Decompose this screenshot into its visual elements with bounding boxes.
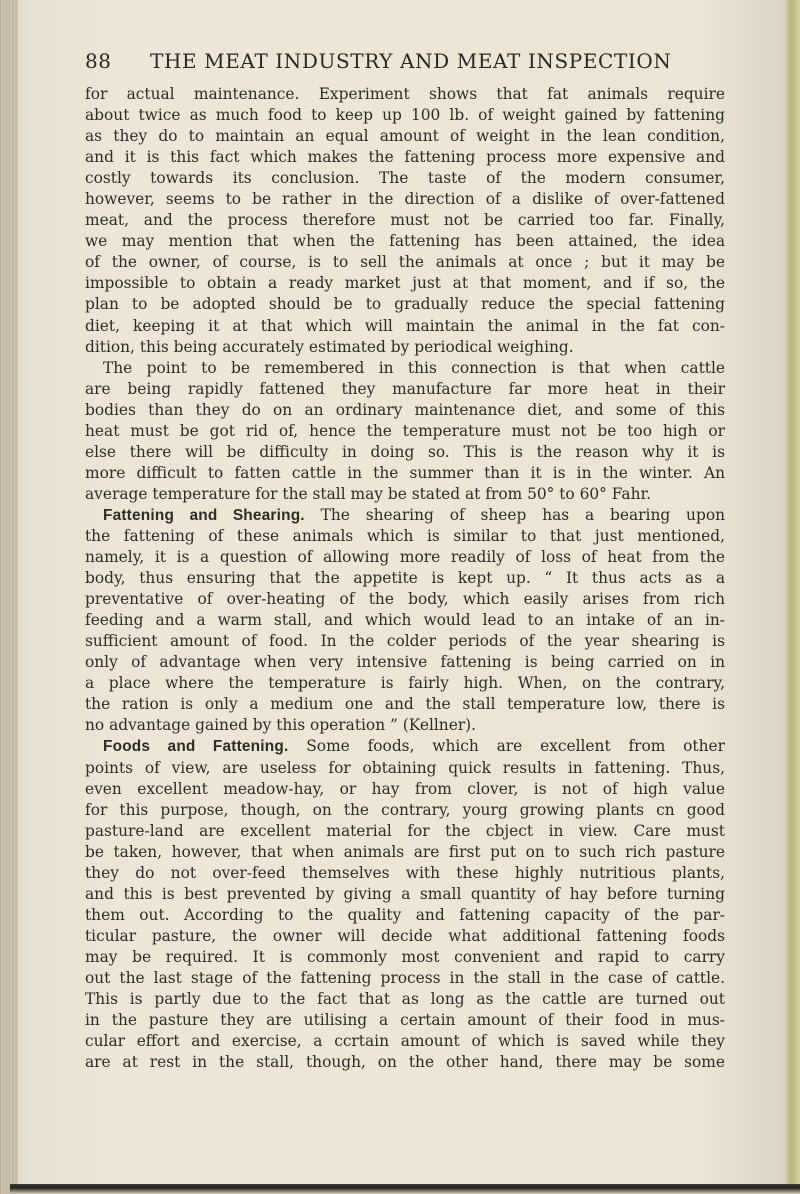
- text-line: [85, 736, 725, 757]
- text-line: [85, 358, 725, 379]
- text-line: [85, 694, 725, 715]
- line-text: The point to be remembered in this connection is that when cattle: [103, 358, 725, 377]
- line-text: a place where the temperature is fairly high. When, on the contrary,: [85, 674, 725, 693]
- text-line: [85, 252, 725, 273]
- line-text: points of view, are useless for obtaining quick results in fattening. Thus,: [85, 758, 725, 777]
- line-text: out the last stage of the fattening process in the stall in the case of cattle.: [85, 968, 725, 987]
- paragraph-heading: Foods and Fattening.: [103, 738, 289, 756]
- text-line: [85, 821, 725, 842]
- text-line: [85, 484, 725, 505]
- line-text: they do not over-feed themselves with these highly nutritious plants,: [85, 863, 725, 882]
- line-text: even excellent meadow-hay, or hay from clover, is not of high value: [85, 779, 725, 798]
- line-text: bodies than they do on an ordinary maintenance diet, and some of this: [85, 400, 725, 419]
- body-text: [85, 84, 725, 1073]
- text-line: [85, 126, 725, 147]
- text-line: [85, 989, 725, 1010]
- paragraph-heading: Fattening and Shearing.: [103, 506, 305, 524]
- line-text: ticular pasture, the owner will decide what additional fattening foods: [85, 926, 725, 945]
- line-text: else there will be difficulty in doing so. This is the reason why it is: [85, 442, 725, 461]
- line-text: preventative of over-heating of the body, which easily arises from rich: [85, 590, 725, 609]
- line-text: about twice as much food to keep up 100 lb. of weight gained by fattening: [85, 106, 725, 125]
- text-line: [85, 715, 725, 736]
- line-text: are at rest in the stall, though, on the other hand, there may be some: [85, 1053, 725, 1072]
- page-edge: [786, 0, 800, 1194]
- line-text: heat must be got rid of, hence the temperature must not be too high or: [85, 421, 725, 440]
- text-line: [85, 105, 725, 126]
- line-text: be taken, however, that when animals are first put on to such rich pasture: [85, 842, 725, 861]
- line-text: them out. According to the quality and fattening capacity of the par-: [85, 905, 725, 924]
- line-text: feeding and a warm stall, and which would lead to an intake of an in-: [85, 611, 725, 630]
- text-line: [85, 779, 725, 800]
- text-line: [85, 884, 725, 905]
- text-line: [85, 547, 725, 568]
- text-line: [85, 337, 725, 358]
- text-line: [85, 800, 725, 821]
- text-line: [85, 1052, 725, 1073]
- line-text: The shearing of sheep has a bearing upon: [304, 505, 725, 524]
- line-text: may be required. It is commonly most convenient and rapid to carry: [85, 947, 725, 966]
- text-line: [85, 421, 725, 442]
- line-text: of the owner, of course, is to sell the animals at once ; but it may be: [85, 253, 725, 272]
- line-text: sufficient amount of food. In the colder periods of the year shearing is: [85, 632, 725, 651]
- text-line: [85, 168, 725, 189]
- line-text: we may mention that when the fattening has been attained, the idea: [85, 232, 725, 251]
- text-line: [85, 947, 725, 968]
- text-line: [85, 652, 725, 673]
- text-line: [85, 568, 725, 589]
- text-line: [85, 463, 725, 484]
- line-text: cular effort and exercise, a ccrtain amount of which is saved while they: [85, 1032, 725, 1051]
- page-number: 88: [85, 49, 112, 73]
- text-line: [85, 316, 725, 337]
- text-line: [85, 842, 725, 863]
- line-text: average temperature for the stall may be stated at from 50° to 60° Fahr.: [85, 484, 652, 503]
- line-text: no advantage gained by this operation ” (Kellner).: [85, 716, 477, 735]
- line-text: This is partly due to the fact that as long as the cattle are turned out: [85, 990, 725, 1009]
- text-line: [85, 505, 725, 526]
- line-text: meat, and the process therefore must not be carried too far. Finally,: [85, 211, 725, 230]
- line-text: for this purpose, though, on the contrary, yourg growing plants cn good: [85, 800, 725, 819]
- text-line: [85, 968, 725, 989]
- text-line: [85, 273, 725, 294]
- line-text: for actual maintenance. Experiment shows that fat animals require: [85, 85, 725, 103]
- line-text: as they do to maintain an equal amount of weight in the lean condition,: [85, 127, 725, 146]
- line-text: impossible to obtain a ready market just at that moment, and if so, the: [85, 274, 725, 293]
- line-text: however, seems to be rather in the direction of a dislike of over-fattened: [85, 190, 725, 209]
- bottom-edge-rule: [10, 1184, 800, 1194]
- line-text: are being rapidly fattened they manufacture far more heat in their: [85, 379, 725, 398]
- binding-gutter: [0, 0, 18, 1194]
- line-text: diet, keeping it at that which will maintain the animal in the fat con-: [85, 316, 725, 335]
- text-line: [85, 526, 725, 547]
- text-line: [85, 210, 725, 231]
- line-text: Some foods, which are excellent from other: [288, 737, 725, 756]
- text-line: [85, 231, 725, 252]
- text-line: [85, 189, 725, 210]
- running-title: THE MEAT INDUSTRY AND MEAT INSPECTION: [150, 49, 672, 73]
- text-line: [85, 863, 725, 884]
- line-text: in the pasture they are utilising a certain amount of their food in mus-: [85, 1011, 725, 1030]
- line-text: and it is this fact which makes the fattening process more expensive and: [85, 148, 725, 167]
- text-line: [85, 294, 725, 315]
- text-line: [85, 379, 725, 400]
- line-text: pasture-land are excellent material for the cbject in view. Care must: [85, 821, 725, 840]
- line-text: more difficult to fatten cattle in the summer than it is in the winter. An: [85, 463, 725, 482]
- text-line: [85, 1031, 725, 1052]
- line-text: dition, this being accurately estimated by periodical weighing.: [85, 337, 574, 356]
- line-text: and this is best prevented by giving a small quantity of hay before turning: [85, 884, 725, 903]
- line-text: costly towards its conclusion. The taste of the modern consumer,: [85, 169, 725, 188]
- text-line: [85, 610, 725, 631]
- line-text: namely, it is a question of allowing more readily of loss of heat from the: [85, 548, 725, 567]
- text-line: [85, 926, 725, 947]
- line-text: body, thus ensuring that the appetite is kept up. “ It thus acts as a: [85, 569, 725, 588]
- text-line: [85, 758, 725, 779]
- text-line: [85, 1010, 725, 1031]
- line-text: the fattening of these animals which is similar to that just mentioned,: [85, 526, 725, 545]
- line-text: only of advantage when very intensive fattening is being carried on in: [85, 653, 725, 672]
- text-line: [85, 905, 725, 926]
- line-text: the ration is only a medium one and the stall temperature low, there is: [85, 695, 725, 714]
- line-text: plan to be adopted should be to gradually reduce the special fattening: [85, 295, 725, 314]
- text-line: [85, 673, 725, 694]
- text-line: [85, 147, 725, 168]
- text-line: [85, 400, 725, 421]
- text-line: [85, 589, 725, 610]
- text-line: [85, 442, 725, 463]
- text-line: [85, 631, 725, 652]
- text-line: [85, 84, 725, 105]
- page-header: [85, 49, 725, 79]
